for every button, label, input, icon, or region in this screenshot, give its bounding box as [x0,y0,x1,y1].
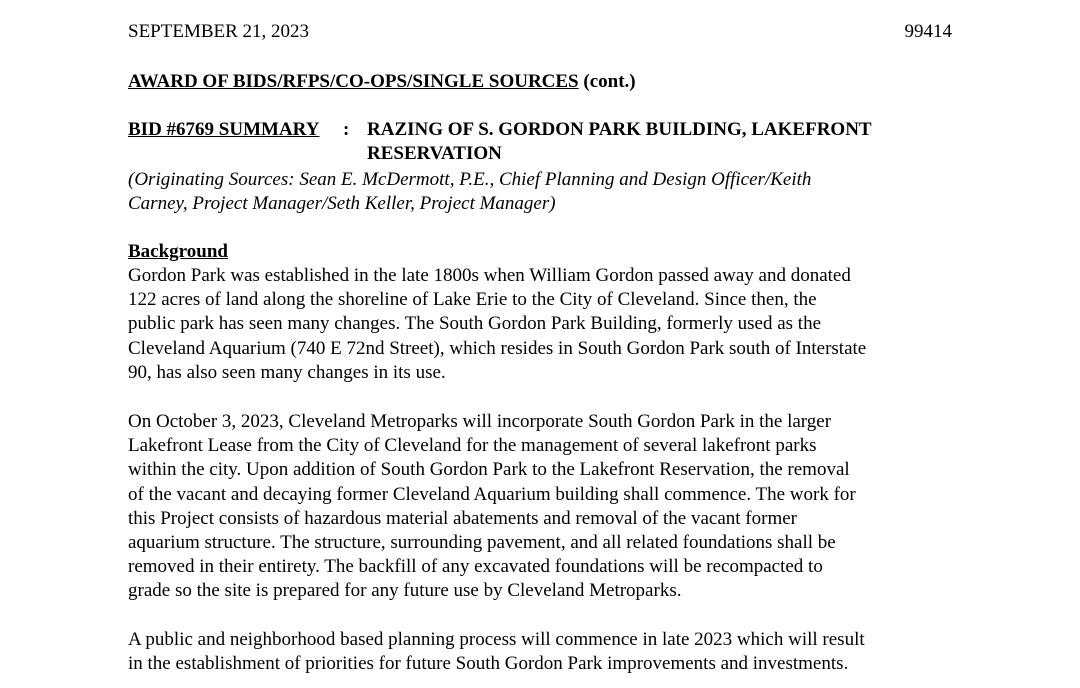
sources-line: (Originating Sources: Sean E. McDermott, P.E., Chief Planning and Design Officer/Keith [128,169,812,190]
paragraph-line: of the vacant and decaying former Cleveland Aquarium building shall commence. The work for [128,483,856,505]
section-title-suffix: (cont.) [578,71,636,92]
paragraph-line: this Project consists of hazardous material abatements and removal of the vacant former [128,507,797,529]
background-heading: Background [128,241,228,262]
background-paragraph-3 [128,628,865,676]
background-paragraph-1 [128,264,866,385]
paragraph-line: removed in their entirety. The backfill of any excavated foundations will be recompacted to [128,556,823,578]
paragraph-line: Cleveland Aquarium (740 E 72nd Street), which resides in South Gordon Park south of Interstate [128,337,867,359]
paragraph-line: On October 3, 2023, Cleveland Metroparks will incorporate South Gordon Park in the larger [128,411,832,432]
section-title-text: AWARD OF BIDS/RFPS/CO-OPS/SINGLE SOURCES [128,71,579,92]
paragraph-line: aquarium structure. The structure, surrounding pavement, and all related foundations shall be [128,532,836,554]
background-paragraph-2 [128,410,856,604]
page-number: 99414 [904,21,952,42]
paragraph-line: public park has seen many changes. The South Gordon Park Building, formerly used as the [128,313,822,335]
paragraph-line: 122 acres of land along the shoreline of Lake Erie to the City of Cleveland. Since then, the [128,289,817,311]
paragraph-line: in the establishment of priorities for future South Gordon Park improvements and investments. [128,653,849,675]
paragraph-line: 90, has also seen many changes in its use. [128,361,446,383]
paragraph-line: grade so the site is prepared for any future use by Cleveland Metroparks. [128,580,682,602]
paragraph-line: Lakefront Lease from the City of Cleveland for the management of several lakefront parks [128,435,817,457]
paragraph-line: within the city. Upon addition of South Gordon Park to the Lakefront Reservation, the removal [128,459,850,481]
paragraph-line: A public and neighborhood based planning process will commence in late 2023 which will result [128,629,865,650]
bid-summary-label: BID #6769 SUMMARY [128,119,320,140]
section-title [128,70,636,94]
paragraph-line: Gordon Park was established in the late 1800s when William Gordon passed away and donated [128,265,851,286]
bid-title: RAZING OF S. GORDON PARK BUILDING, LAKEFRONT RESERVATION [367,119,872,164]
sources-line: Carney, Project Manager/Seth Keller, Project Manager) [128,193,556,214]
header-date: SEPTEMBER 21, 2023 [128,21,310,42]
originating-sources [128,168,928,216]
bid-summary-colon: : [343,119,350,140]
